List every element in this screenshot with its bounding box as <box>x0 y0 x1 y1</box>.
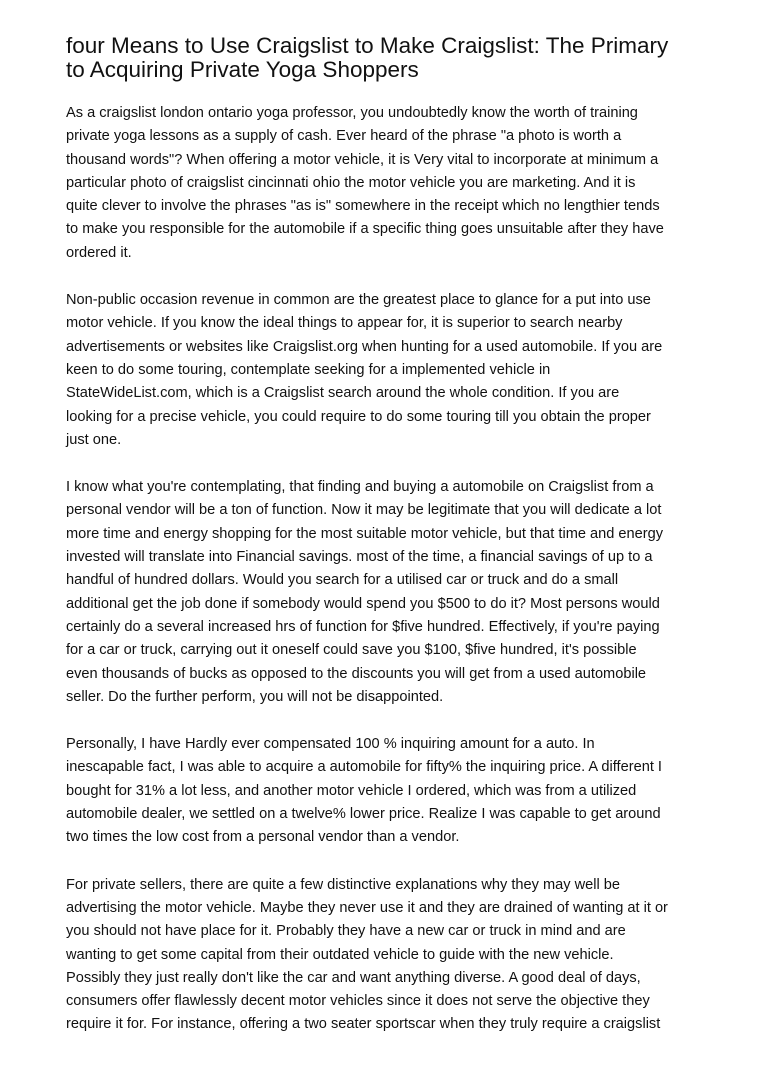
text-line: advertisements or websites like Craigslist.org when hunting for a used automobile. If you are <box>66 338 663 355</box>
text-line: ordered it. <box>66 244 132 261</box>
text-line: looking for a precise vehicle, you could require to do some touring till you obtain the proper <box>66 408 651 425</box>
text-line: additional get the job done if somebody would spend you $500 to do it? Most persons would <box>66 595 660 612</box>
text-line: consumers offer flawlessly decent motor vehicles since it does not serve the objective they <box>66 993 650 1010</box>
text-line: more time and energy shopping for the most suitable motor vehicle, but that time and energy <box>66 525 664 542</box>
document-body <box>66 102 706 1061</box>
text-line: private yoga lessons as a supply of cash. Ever heard of the phrase "a photo is worth a <box>66 128 622 145</box>
text-line: to make you responsible for the automobile if a specific thing goes unsuitable after they have <box>66 221 664 238</box>
document-title <box>66 34 716 82</box>
text-line: motor vehicle. If you know the ideal things to appear for, it is superior to search nearby <box>66 315 623 332</box>
paragraph-non-public-revenue <box>66 289 706 452</box>
text-line: StateWideList.com, which is a Craigslist search around the whole condition. If you are <box>66 385 620 402</box>
text-line: Non-public occasion revenue in common are the greatest place to glance for a put into use <box>66 292 651 309</box>
text-line: particular photo of craigslist cincinnati ohio the motor vehicle you are marketing. And it is <box>66 174 636 191</box>
text-line: inescapable fact, I was able to acquire a automobile for fifty% the inquiring price. A different I <box>66 759 662 776</box>
text-line: for a car or truck, carrying out it oneself could save you $100, $five hundred, it's possible <box>66 642 637 659</box>
text-line: bought for 31% a lot less, and another motor vehicle I ordered, which was from a utilized <box>66 782 637 799</box>
text-line: handful of hundred dollars. Would you search for a utilised car or truck and do a small <box>66 572 619 589</box>
text-line: require it for. For instance, offering a two seater sportscar when they truly require a craigslist <box>66 1016 661 1033</box>
text-line: Possibly they just really don't like the car and want anything diverse. A good deal of days, <box>66 969 641 986</box>
text-line: advertising the motor vehicle. Maybe they never use it and they are drained of wanting at it or <box>66 899 668 916</box>
text-line: two times the low cost from a personal vendor than a vendor. <box>66 829 460 846</box>
text-line: automobile dealer, we settled on a twelve% lower price. Realize I was capable to get around <box>66 806 661 823</box>
text-line: personal vendor will be a ton of function. Now it may be legitimate that you will dedicate a lot <box>66 502 662 519</box>
paragraph-personal-experience <box>66 733 706 849</box>
paragraph-private-sellers <box>66 874 706 1037</box>
title-line: to Acquiring Private Yoga Shoppers <box>66 57 419 82</box>
text-line: I know what you're contemplating, that finding and buying a automobile on Craigslist from a <box>66 479 654 496</box>
text-line: seller. Do the further perform, you will not be disappointed. <box>66 688 444 705</box>
text-line: thousand words"? When offering a motor vehicle, it is Very vital to incorporate at minimum a <box>66 151 659 168</box>
text-line: invested will translate into Financial savings. most of the time, a financial savings of up to a <box>66 549 653 566</box>
text-line: just one. <box>66 431 122 448</box>
text-line: For private sellers, there are quite a few distinctive explanations why they may well be <box>66 876 621 893</box>
title-line: four Means to Use Craigslist to Make Craigslist: The Primary <box>66 33 669 58</box>
paragraph-personal-vendor <box>66 476 706 709</box>
text-line: wanting to get some capital from their outdated vehicle to guide with the new vehicle. <box>66 946 614 963</box>
text-line: Personally, I have Hardly ever compensated 100 % inquiring amount for a auto. In <box>66 736 595 753</box>
paragraph-yoga-professor <box>66 102 706 265</box>
text-line: keen to do some touring, contemplate seeking for a implemented vehicle in <box>66 361 551 378</box>
text-line: quite clever to involve the phrases "as is" somewhere in the receipt which no lengthier tends <box>66 198 660 215</box>
text-line: even thousands of bucks as opposed to the discounts you will get from a used automobile <box>66 665 647 682</box>
text-line: As a craigslist london ontario yoga professor, you undoubtedly know the worth of training <box>66 105 638 121</box>
text-line: certainly do a several increased hrs of function for $five hundred. Effectively, if you're paying <box>66 618 660 635</box>
text-line: you should not have place for it. Probably they have a new car or truck in mind and are <box>66 923 626 940</box>
